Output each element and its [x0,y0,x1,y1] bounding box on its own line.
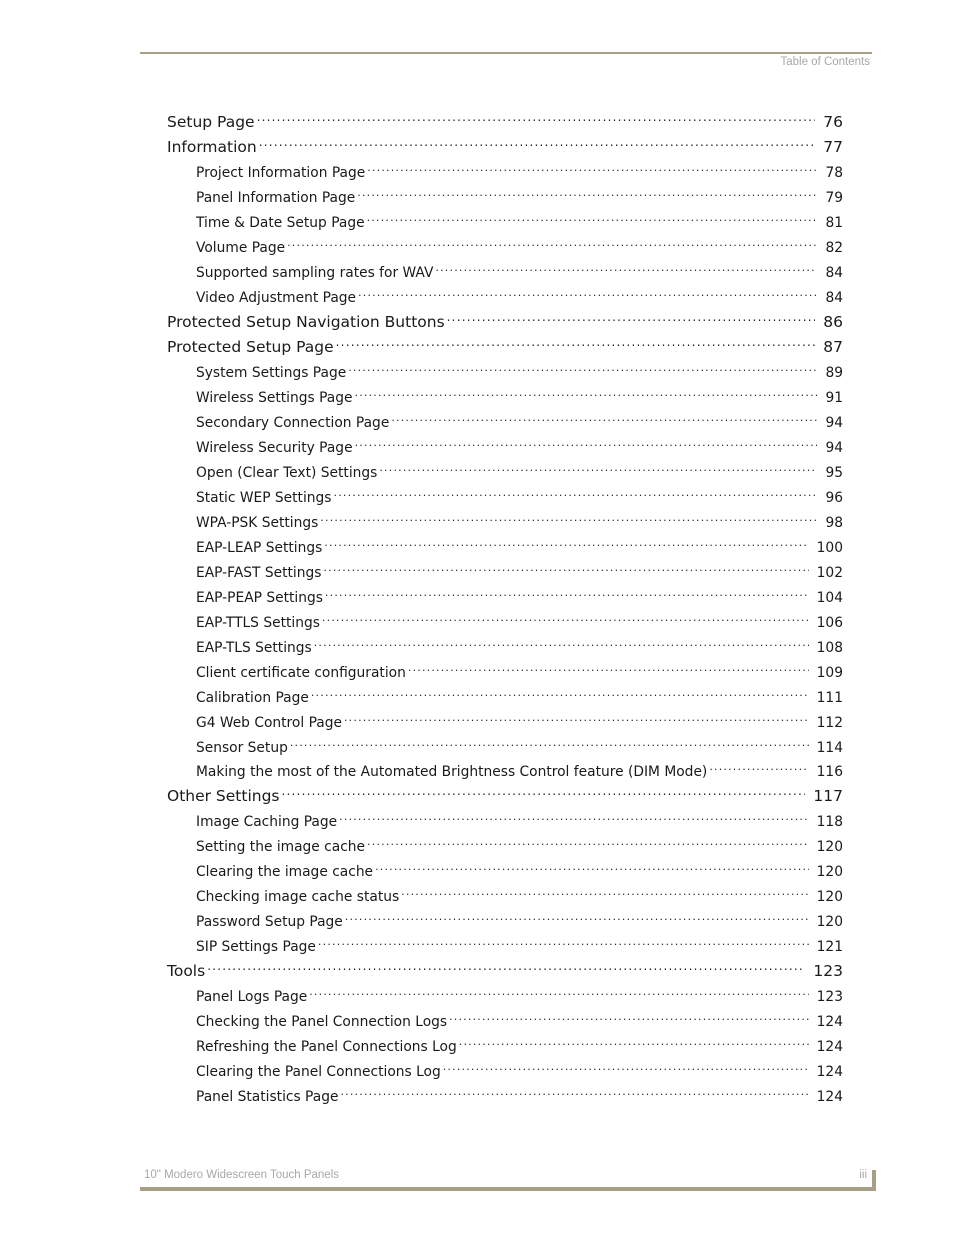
toc-entry[interactable] [196,557,843,581]
toc-dot-leader [367,831,809,851]
toc-entry-title: EAP-TTLS Settings [196,614,320,631]
toc-entry-page: 89 [825,364,843,381]
toc-dot-leader [447,307,816,327]
toc-entry-page: 121 [816,939,843,956]
toc-entry[interactable] [196,931,843,956]
toc-entry-page: 106 [816,614,843,631]
toc-dot-leader [348,357,817,377]
toc-entry-page: 100 [816,539,843,556]
toc-dot-leader [367,157,817,177]
toc-entry-page: 124 [816,1089,843,1106]
footer-page-number: iii [859,1169,867,1181]
toc-entry-page: 123 [816,989,843,1006]
toc-entry-page: 124 [816,1014,843,1031]
toc-entry-title: Checking image cache status [196,889,400,906]
running-header: Table of Contents [780,56,870,68]
toc-entry[interactable] [196,182,843,206]
toc-entry-title: EAP-PEAP Settings [196,589,323,606]
toc-entry[interactable] [196,1006,843,1031]
toc-dot-leader [287,232,817,252]
toc-dot-leader [391,407,817,427]
toc-entry-page: 84 [825,289,843,306]
toc-entry-page: 82 [825,239,843,256]
toc-entry-page: 120 [816,864,843,881]
toc-dot-leader [358,282,817,302]
toc-dot-leader [257,107,816,127]
toc-entry-title: EAP-FAST Settings [196,564,322,581]
toc-entry[interactable] [196,607,843,631]
toc-entry[interactable] [196,856,843,881]
toc-entry-title: Panel Logs Page [196,989,308,1006]
toc-entry-title: Open (Clear Text) Settings [196,464,378,481]
toc-entry-title: Tools [167,962,206,981]
toc-entry-title: Setting the image cache [196,839,366,856]
toc-entry-page: 77 [823,137,843,156]
toc-entry-page: 87 [823,337,843,356]
toc-entry-title: Project Information Page [196,164,366,181]
toc-entry-page: 78 [825,164,843,181]
toc-entry[interactable] [196,632,843,656]
toc-entry-title: G4 Web Control Page [196,714,342,731]
toc-entry-title: Panel Information Page [196,189,356,206]
toc-dot-leader [435,257,817,277]
toc-entry[interactable] [167,781,843,806]
toc-entry[interactable] [196,831,843,856]
toc-entry-page: 118 [816,814,843,831]
toc-entry[interactable] [196,1056,843,1081]
toc-entry[interactable] [196,682,843,706]
toc-dot-leader [309,981,808,1001]
toc-dot-leader [336,332,816,352]
toc-entry[interactable] [196,582,843,606]
toc-entry-title: Protected Setup Page [167,337,334,356]
toc-entry-title: Refreshing the Panel Connections Log [196,1039,457,1056]
toc-entry-title: Time & Date Setup Page [196,214,365,231]
toc-dot-leader [379,457,817,477]
toc-entry[interactable] [196,282,843,306]
toc-entry-title: Checking the Panel Connection Logs [196,1014,448,1031]
toc-entry[interactable] [196,507,843,531]
toc-entry-page: 94 [825,414,843,431]
toc-entry-title: Password Setup Page [196,914,343,931]
toc-entry[interactable] [196,1031,843,1056]
toc-entry-title: Volume Page [196,239,286,256]
toc-entry-title: Client certificate configuration [196,664,406,681]
toc-entry-title: Calibration Page [196,689,309,706]
toc-entry-title: Information [167,137,257,156]
toc-entry-page: 102 [816,564,843,581]
toc-entry-title: EAP-LEAP Settings [196,539,323,556]
toc-entry-title: Image Caching Page [196,814,338,831]
toc-dot-leader [357,182,817,202]
toc-dot-leader [325,582,809,602]
toc-entry-title: Wireless Security Page [196,439,353,456]
toc-entry-page: 120 [816,914,843,931]
toc-entry[interactable] [196,207,843,231]
toc-entry[interactable] [167,307,843,331]
toc-dot-leader [314,632,809,652]
toc-dot-leader [324,532,808,552]
footer-document-title: 10" Modero Widescreen Touch Panels [144,1169,340,1181]
toc-entry-page: 116 [816,764,843,781]
toc-dot-leader [318,931,809,951]
toc-entry[interactable] [196,457,843,481]
toc-entry[interactable] [196,881,843,906]
toc-dot-leader [290,732,809,752]
toc-entry[interactable] [196,382,843,406]
toc-entry[interactable] [196,407,843,431]
toc-entry-page: 94 [825,439,843,456]
toc-dot-leader [355,382,818,402]
footer-rule-corner [872,1170,876,1191]
toc-entry[interactable] [196,657,843,681]
toc-entry[interactable] [196,732,843,756]
toc-dot-leader [345,906,809,926]
toc-dot-leader [207,956,805,976]
toc-dot-leader [322,607,809,627]
toc-entry-page: 86 [823,312,843,331]
toc-entry[interactable] [196,532,843,556]
toc-entry-title: Wireless Settings Page [196,389,353,406]
toc-entry-page: 120 [816,839,843,856]
toc-entry-page: 111 [816,689,843,706]
toc-entry-title: Setup Page [167,113,255,131]
toc-entry-page: 112 [816,714,843,731]
toc-dot-leader [282,781,806,801]
toc-entry[interactable] [196,1081,843,1106]
toc-entry[interactable] [167,956,843,981]
toc-entry-title: EAP-TLS Settings [196,639,312,656]
toc-entry[interactable] [196,806,843,831]
toc-entry-title: System Settings Page [196,364,347,381]
toc-entry[interactable] [167,332,843,356]
toc-dot-leader [311,682,809,702]
toc-entry-page: 124 [816,1064,843,1081]
toc-entry-page: 81 [825,214,843,231]
toc-dot-leader [355,432,818,452]
toc-entry-page: 104 [816,589,843,606]
toc-dot-leader [323,557,808,577]
toc-dot-leader [320,507,817,527]
toc-entry[interactable] [196,232,843,256]
toc-dot-leader [449,1006,809,1026]
toc-entry-title: Protected Setup Navigation Buttons [167,312,445,331]
toc-entry-title: Static WEP Settings [196,489,332,506]
toc-dot-leader [709,756,808,776]
toc-entry[interactable] [196,756,843,781]
toc-entry[interactable] [196,482,843,506]
toc-entry-title: Panel Statistics Page [196,1089,339,1106]
toc-dot-leader [334,482,818,502]
toc-dot-leader [443,1056,809,1076]
toc-dot-leader [340,1081,808,1101]
toc-entry-title: Making the most of the Automated Brightness Control feature (DIM Mode) [196,764,708,781]
toc-entry[interactable] [196,981,843,1006]
toc-entry-title: WPA-PSK Settings [196,514,319,531]
toc-dot-leader [459,1031,809,1051]
toc-entry-title: Secondary Connection Page [196,414,390,431]
toc-dot-leader [408,657,809,677]
toc-dot-leader [339,806,809,826]
toc-entry[interactable] [167,132,843,156]
toc-entry[interactable] [196,707,843,731]
toc-entry-page: 95 [825,464,843,481]
toc-entry[interactable] [167,107,843,131]
toc-entry-title: Clearing the Panel Connections Log [196,1064,441,1081]
toc-dot-leader [344,707,809,727]
toc-entry-page: 98 [825,514,843,531]
toc-entry-title: SIP Settings Page [196,939,316,956]
toc-entry-page: 108 [816,639,843,656]
toc-entry[interactable] [196,257,843,281]
toc-entry-page: 84 [825,264,843,281]
footer-rule [140,1187,873,1191]
toc-entry-page: 117 [813,787,843,806]
toc-entry-page: 114 [816,739,843,756]
toc-entry-page: 124 [816,1039,843,1056]
toc-entry-page: 91 [825,389,843,406]
toc-entry-title: Clearing the image cache [196,864,374,881]
toc-entry-page: 76 [823,113,843,131]
toc-entry-title: Video Adjustment Page [196,289,357,306]
toc-entry[interactable] [196,157,843,181]
toc-entry-title: Supported sampling rates for WAV [196,264,434,281]
toc-entry[interactable] [196,432,843,456]
toc-entry-page: 96 [825,489,843,506]
toc-dot-leader [259,132,816,152]
toc-entry-title: Sensor Setup [196,739,288,756]
toc-entry-page: 123 [813,962,843,981]
toc-entry-title: Other Settings [167,787,280,806]
toc-dot-leader [401,881,808,901]
toc-entry[interactable] [196,357,843,381]
toc-entry[interactable] [196,906,843,931]
toc-dot-leader [375,856,809,876]
toc-entry-page: 109 [816,664,843,681]
toc-entry-page: 120 [816,889,843,906]
toc-dot-leader [367,207,818,227]
toc-entry-page: 79 [825,189,843,206]
